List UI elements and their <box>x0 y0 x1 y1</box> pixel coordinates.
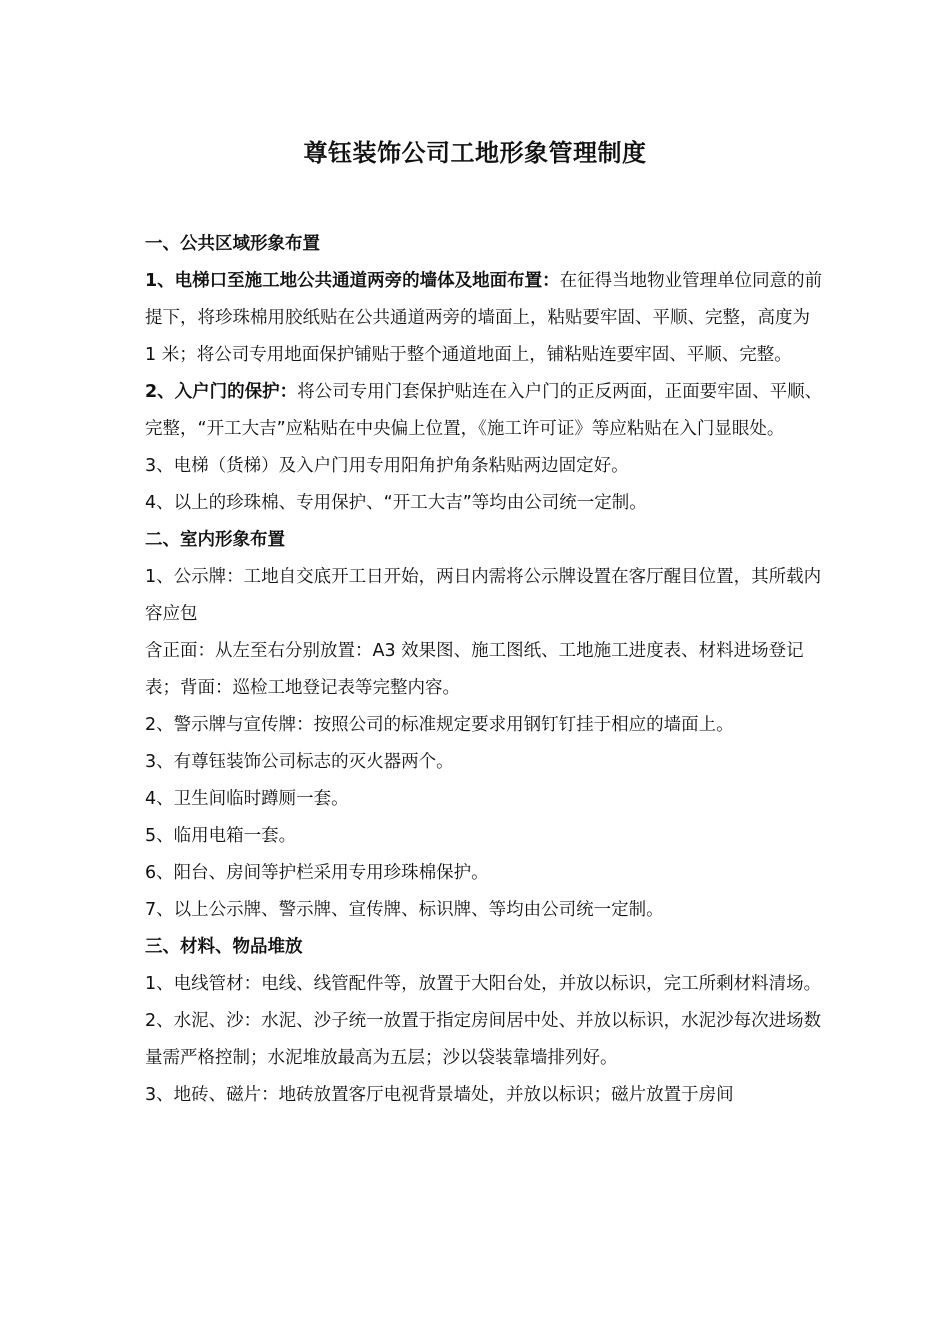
list-item: 3、地砖、磁片：地砖放置客厅电视背景墙处，并放以标识；磁片放置于房间 <box>145 1085 734 1105</box>
list-item <box>145 263 825 374</box>
list-item: 2、警示牌与宣传牌：按照公司的标准规定要求用钢钉钉挂于相应的墙面上。 <box>145 715 734 735</box>
list-item: 5、临用电箱一套。 <box>145 826 297 846</box>
list-item: 1、公示牌：工地自交底开工日开始，两日内需将公示牌设置在客厅醒目位置，其所载内容应包 <box>145 567 822 624</box>
document-body <box>145 226 825 1114</box>
section-heading: 二、室内形象布置 <box>145 530 285 550</box>
list-item: 1、电线管材：电线、线管配件等，放置于大阳台处，并放以标识，完工所剩材料清场。 <box>145 974 822 994</box>
list-item: 4、卫生间临时蹲厕一套。 <box>145 789 349 809</box>
section-heading: 一、公共区域形象布置 <box>145 234 320 254</box>
list-item: 3、有尊钰装饰公司标志的灭火器两个。 <box>145 752 454 772</box>
list-item-continuation: 含正面：从左至右分别放置：A3 效果图、施工图纸、工地施工进度表、材料进场登记表；背面：巡检工地登记表等完整内容。 <box>145 641 804 698</box>
list-item: 7、以上公示牌、警示牌、宣传牌、标识牌、等均由公司统一定制。 <box>145 900 664 920</box>
item-text: 在征得当地物业管理单位同意的前提下，将珍珠棉用胶纸贴在公共通道两旁的墙面上，粘贴要牢固、平顺、完整，高度为 1 米；将公司专用地面保护铺贴于整个通道地面上，铺粘贴连要牢固、平顺、完整。 <box>145 271 823 365</box>
list-item: 2、水泥、沙：水泥、沙子统一放置于指定房间居中处、并放以标识，水泥沙每次进场数量需严格控制；水泥堆放最高为五层；沙以袋装靠墙排列好。 <box>145 1011 822 1068</box>
item-text: 将公司专用门套保护贴连在入户门的正反两面，正面要牢固、平顺、完整，“开工大吉”应粘贴在中央偏上位置，《施工许可证》等应粘贴在入门显眼处。 <box>145 382 823 439</box>
list-item: 4、以上的珍珠棉、专用保护、“开工大吉”等均由公司统一定制。 <box>145 493 647 513</box>
section-heading: 三、材料、物品堆放 <box>145 937 303 957</box>
list-item: 6、阳台、房间等护栏采用专用珍珠棉保护。 <box>145 863 489 883</box>
item-lead: 1、电梯口至施工地公共通道两旁的墙体及地面布置： <box>145 271 560 291</box>
list-item: 3、电梯（货梯）及入户门用专用阳角护角条粘贴两边固定好。 <box>145 456 629 476</box>
page-title: 尊钰装饰公司工地形象管理制度 <box>303 139 647 167</box>
list-item <box>145 374 825 448</box>
item-lead: 2、入户门的保护： <box>145 382 298 402</box>
